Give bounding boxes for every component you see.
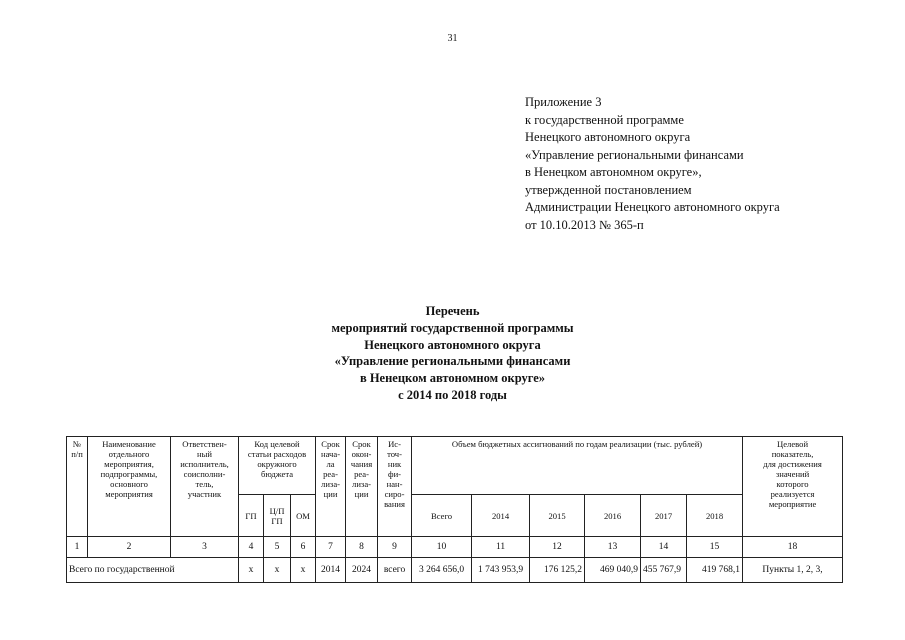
header-target: Целевой показатель, для достижения значений которого реализуется мероприятие: [743, 437, 843, 537]
total-source: всего: [378, 558, 412, 583]
header-2017: 2017: [641, 495, 687, 537]
column-number: 11: [472, 537, 530, 558]
title-line: «Управление региональными финансами: [334, 354, 571, 369]
appendix-line: Администрации Ненецкого автономного округа: [525, 200, 780, 214]
total-2018: 419 768,1: [687, 558, 743, 583]
title-line: Перечень: [425, 304, 480, 318]
total-all: 3 264 656,0: [412, 558, 472, 583]
total-om: х: [291, 558, 316, 583]
header-gp: ГП: [239, 495, 264, 537]
appendix-line: «Управление региональными финансами: [525, 147, 744, 162]
column-number: 9: [378, 537, 412, 558]
column-number: 14: [641, 537, 687, 558]
header-total: Всего: [412, 495, 472, 537]
measures-table: [66, 436, 843, 583]
document-title: [0, 303, 905, 404]
column-number: 10: [412, 537, 472, 558]
column-number: 18: [743, 537, 843, 558]
column-number: 15: [687, 537, 743, 558]
header-start: Срок нача- ла реа- лиза- ции: [316, 437, 346, 537]
appendix-header: [525, 94, 780, 234]
header-source: Ис- точ- ник фи- нан- сиро- вания: [378, 437, 412, 537]
header-end: Срок окон- чания реа- лиза- ции: [346, 437, 378, 537]
column-number: 12: [530, 537, 585, 558]
column-number-row: [67, 537, 843, 558]
page-number: 31: [447, 33, 458, 44]
column-number: 8: [346, 537, 378, 558]
column-number: 4: [239, 537, 264, 558]
appendix-line: Приложение 3: [525, 95, 602, 109]
title-line: Ненецкого автономного округа: [364, 337, 541, 352]
header-2018: 2018: [687, 495, 743, 537]
header-2016: 2016: [585, 495, 641, 537]
column-number: 6: [291, 537, 316, 558]
total-2014: 1 743 953,9: [472, 558, 530, 583]
appendix-line: Ненецкого автономного округа: [525, 130, 691, 144]
title-line: мероприятий государственной программы: [331, 320, 574, 335]
appendix-line: в Ненецком автономном округе»,: [525, 165, 702, 179]
header-2014: 2014: [472, 495, 530, 537]
appendix-line: от 10.10.2013 № 365-п: [525, 217, 644, 232]
total-target: Пункты 1, 2, 3,: [743, 558, 843, 583]
header-funding: Объем бюджетных ассигнований по годам реализации (тыс. рублей): [412, 437, 743, 495]
total-row: [67, 558, 843, 583]
header-executor: Ответствен- ный исполнитель, соисполни- тель, участник: [171, 437, 239, 537]
title-line: с 2014 по 2018 годы: [398, 387, 507, 402]
header-om: ОМ: [291, 495, 316, 537]
header-num: № п/п: [67, 437, 88, 537]
total-2016: 469 040,9: [585, 558, 641, 583]
header-budget-code: Код целевой статьи расходов окружного бюджета: [239, 437, 316, 495]
header-cp-gp: Ц/П ГП: [264, 495, 291, 537]
column-number: 3: [171, 537, 239, 558]
total-2015: 176 125,2: [530, 558, 585, 583]
column-number: 2: [88, 537, 171, 558]
column-number: 13: [585, 537, 641, 558]
column-number: 5: [264, 537, 291, 558]
appendix-line: к государственной программе: [525, 112, 684, 127]
total-label: Всего по государственной: [67, 558, 239, 583]
header-name: Наименование отдельного мероприятия, подпрограммы, основного мероприятия: [88, 437, 171, 537]
appendix-line: утвержденной постановлением: [525, 182, 692, 197]
total-gp: х: [239, 558, 264, 583]
total-end: 2024: [346, 558, 378, 583]
header-2015: 2015: [530, 495, 585, 537]
title-line: в Ненецком автономном округе»: [359, 371, 546, 386]
total-2017: 455 767,9: [641, 558, 687, 583]
total-start: 2014: [316, 558, 346, 583]
column-number: 7: [316, 537, 346, 558]
column-number: 1: [67, 537, 88, 558]
total-cp-gp: х: [264, 558, 291, 583]
